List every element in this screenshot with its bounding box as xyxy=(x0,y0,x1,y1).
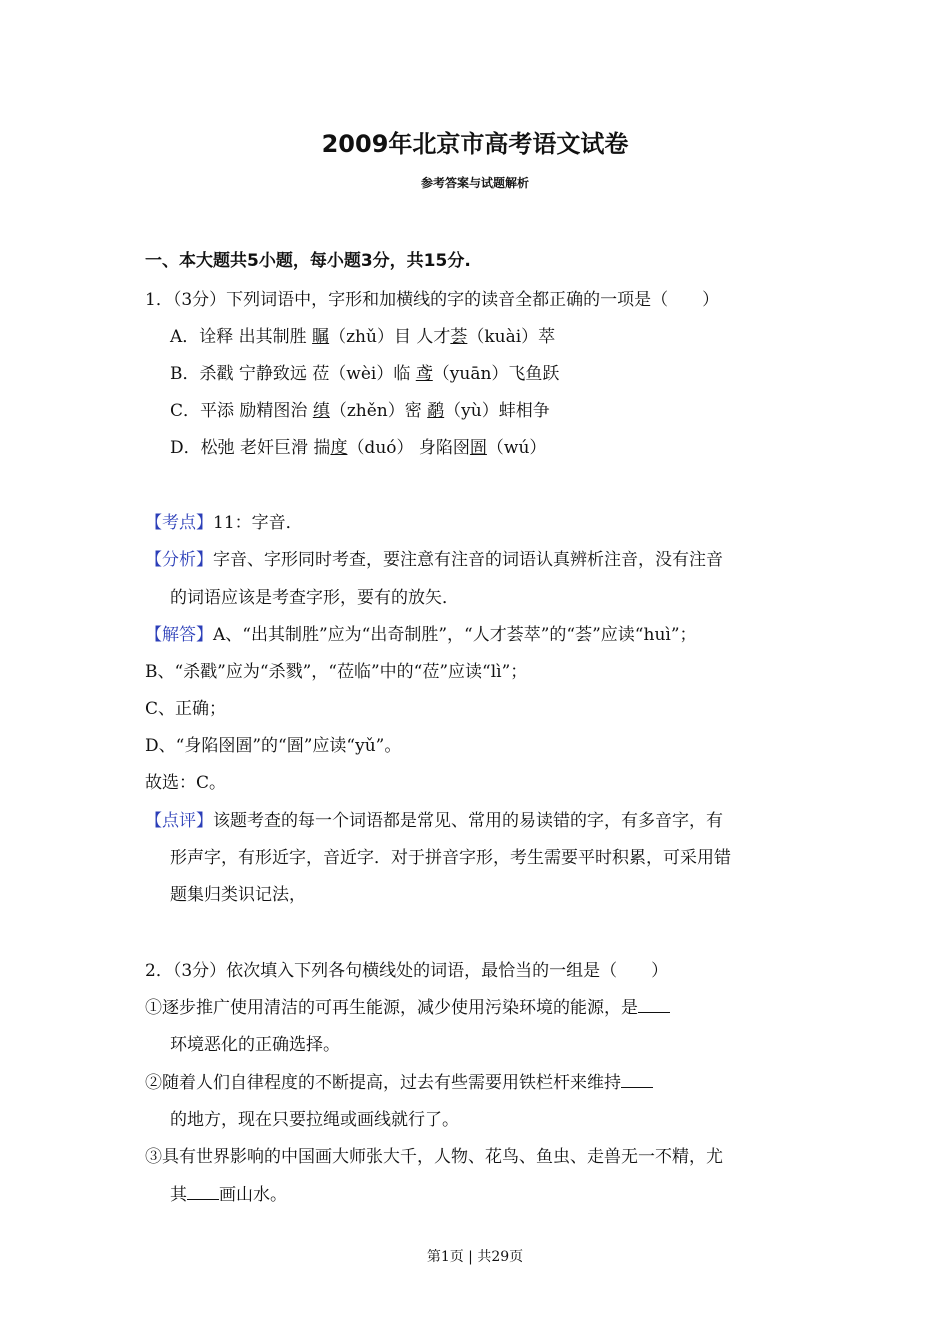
sentence-text: ②随着人们自律程度的不断提高，过去有些需要用铁栏杆来维持 xyxy=(145,1073,621,1093)
page-footer: 第1页 | 共29页 xyxy=(426,1249,524,1265)
dianping-tag: 【点评】 xyxy=(145,811,213,831)
page-subtitle: 参考答案与试题解析 xyxy=(420,176,529,190)
q2-sentence-1 xyxy=(145,993,670,1018)
jieda-text: A、“出其制胜”应为“出奇制胜”，“人才荟萃”的“荟”应读“huì”； xyxy=(213,625,697,645)
answer-line: 故选：C。 xyxy=(145,773,227,793)
q2-stem: 2．（3分）依次填入下列各句横线处的词语，最恰当的一组是（ ） xyxy=(145,961,669,981)
jieda-line-c: C、正确； xyxy=(145,699,227,719)
kaodian-line xyxy=(145,508,303,533)
sentence-text: 其 xyxy=(170,1185,187,1205)
q1-option-b xyxy=(170,359,559,384)
page-title: 2009年北京市高考语文试卷 xyxy=(321,130,629,158)
option-text: （yù）蚌相争 xyxy=(444,401,550,421)
fenxi-line xyxy=(145,545,723,570)
option-text: C．平添 励精图治 xyxy=(170,401,313,421)
sentence-text: ①逐步推广使用清洁的可再生能源，减少使用污染环境的能源，是 xyxy=(145,998,638,1018)
dianping-line-3: 题集归类识记法， xyxy=(170,885,306,905)
q1-option-c xyxy=(170,396,550,421)
q2-sentence-2-cont: 的地方，现在只要拉绳或画线就行了。 xyxy=(170,1110,459,1130)
q2-sentence-3: ③具有世界影响的中国画大师张大千，人物、花鸟、鱼虫、走兽无一不精，尤 xyxy=(145,1147,723,1167)
fill-blank xyxy=(621,1073,653,1088)
jieda-tag: 【解答】 xyxy=(145,625,213,645)
q1-option-d xyxy=(170,433,546,458)
option-text: （zhěn）密 xyxy=(329,401,428,421)
underlined-char: 度 xyxy=(330,438,348,458)
dianping-line xyxy=(145,806,723,831)
underlined-char: 圄 xyxy=(469,438,487,458)
jieda-line-b: B、“杀戳”应为“杀戮”，“莅临”中的“莅”应读“lì”； xyxy=(145,662,528,682)
fenxi-line-2: 的词语应该是考查字形，要有的放矢． xyxy=(170,588,459,608)
option-text: （duó） 身陷囹 xyxy=(347,438,470,458)
underlined-char: 荟 xyxy=(450,327,468,347)
dianping-text: 该题考查的每一个词语都是常见、常用的易读错的字，有多音字，有 xyxy=(213,811,723,831)
fenxi-tag: 【分析】 xyxy=(145,550,213,570)
option-text: （zhǔ）目 人才 xyxy=(329,327,451,347)
fill-blank xyxy=(187,1185,219,1200)
underlined-char: 缜 xyxy=(312,401,330,421)
kaodian-text: 11：字音． xyxy=(213,513,303,533)
underlined-char: 鹬 xyxy=(427,401,445,421)
kaodian-tag: 【考点】 xyxy=(145,513,213,533)
option-text: A．诠释 出其制胜 xyxy=(170,327,313,347)
q2-sentence-3-cont xyxy=(170,1180,287,1205)
fill-blank xyxy=(638,998,670,1013)
option-text: （yuān）飞鱼跃 xyxy=(432,364,560,384)
q2-sentence-2 xyxy=(145,1068,653,1093)
option-text: D．松弛 老奸巨滑 揣 xyxy=(170,438,331,458)
dianping-line-2: 形声字，有形近字，音近字．对于拼音字形，考生需要平时积累，可采用错 xyxy=(170,848,731,868)
option-text: （kuài）萃 xyxy=(467,327,556,347)
underlined-char: 鸢 xyxy=(415,364,433,384)
q1-stem: 1．（3分）下列词语中，字形和加横线的字的读音全都正确的一项是（ ） xyxy=(145,290,720,310)
jieda-line-d: D、“身陷囹圄”的“圄”应读“yǔ”。 xyxy=(145,736,402,756)
q2-sentence-1-cont: 环境恶化的正确选择。 xyxy=(170,1035,340,1055)
underlined-char: 瞩 xyxy=(312,327,330,347)
q1-option-a xyxy=(170,322,555,347)
jieda-line xyxy=(145,620,697,645)
fenxi-text: 字音、字形同时考查，要注意有注音的词语认真辨析注音，没有注音 xyxy=(213,550,723,570)
option-text: （wú） xyxy=(486,438,547,458)
sentence-text: 画山水。 xyxy=(219,1185,287,1205)
section-heading: 一、本大题共5小题，每小题3分，共15分. xyxy=(145,251,471,271)
option-text: B．杀戳 宁静致远 莅（wèi）临 xyxy=(170,364,416,384)
